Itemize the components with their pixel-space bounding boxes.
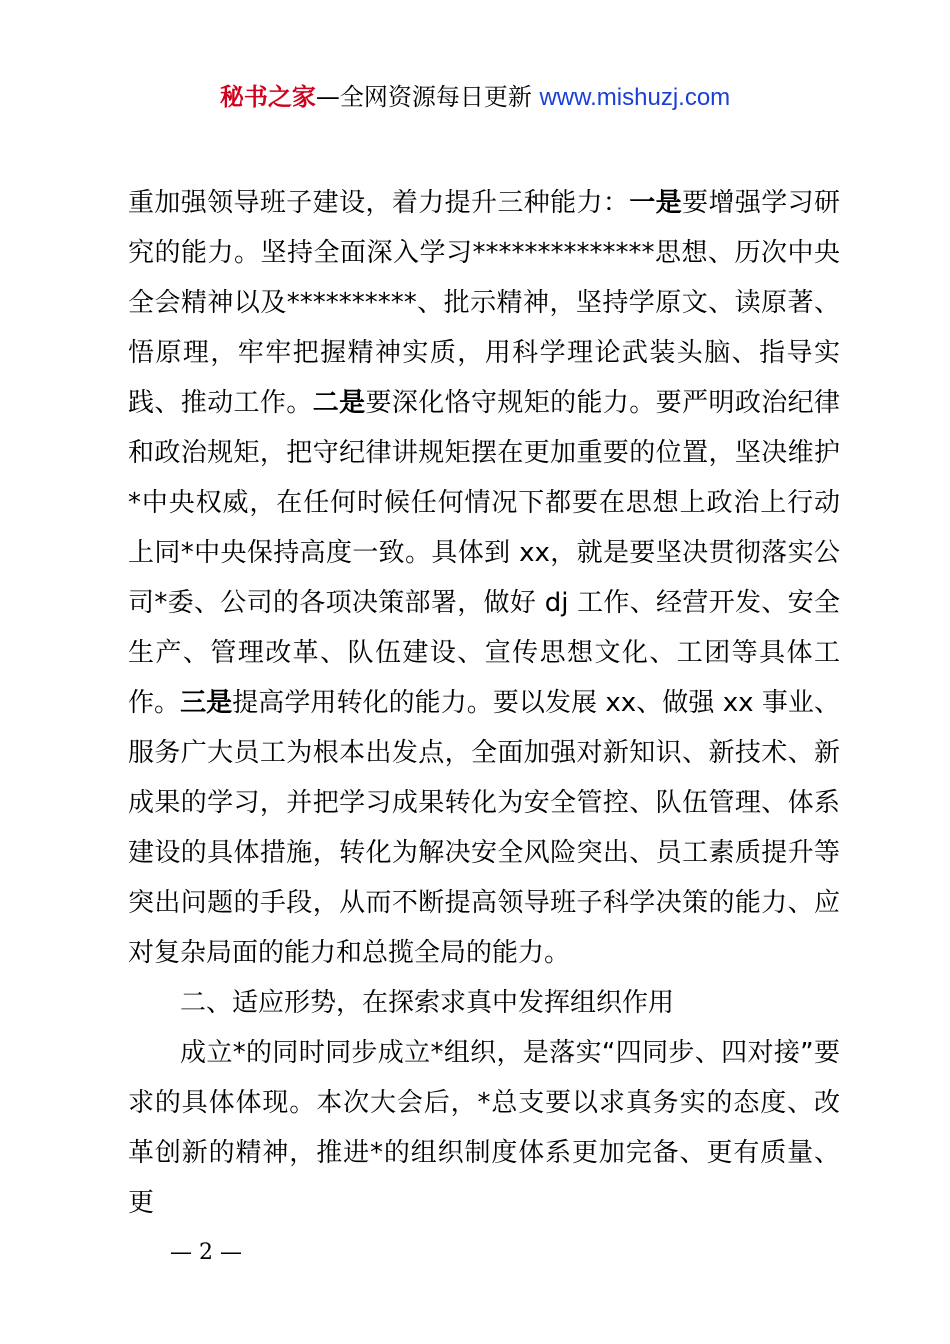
brand-name: 秘书之家 <box>219 83 316 111</box>
header-tagline: —全网资源每日更新 <box>315 83 532 111</box>
paragraph-text: 重加强领导班子建设，着力提升三种能力： <box>128 188 630 218</box>
emphasis-first: 一是 <box>629 188 683 218</box>
document-body <box>128 178 840 1228</box>
section-heading: 二、适应形势，在探索求真中发挥组织作用 <box>180 988 675 1018</box>
paragraph-text: 要深化恪守规矩的能力。要严明政治纪律和政治规矩，把守纪律讲规矩摆在更加重要的位置，坚决维护*中央权威，在任何时候任何情况下都要在思想上政治上行动上同*中央保持高度一致。具体到 xx，就是要坚决贯彻落实公司*委、公司的各项决策部署，做好 dj 工作、经营开发、安全生产、管理改革、队伍建设、宣传思想文化、工团等具体工作。 <box>128 388 840 718</box>
paragraph-abilities <box>128 178 840 978</box>
page-number: — 2 — <box>170 1240 242 1265</box>
site-url[interactable]: www.mishuzj.com <box>539 84 731 111</box>
paragraph-text: 提高学用转化的能力。要以发展 xx、做强 xx 事业、服务广大员工为根本出发点，全面加强对新知识、新技术、新成果的学习，并把学习成果转化为安全管控、队伍管理、体系建设的具体措施，转化为解决安全风险突出、员工素质提升等突出问题的手段，从而不断提高领导班子科学决策的能力、应对复杂局面的能力和总揽全局的能力。 <box>128 688 840 968</box>
emphasis-third: 三是 <box>180 688 233 718</box>
paragraph-text: 要增强学习研究的能力。坚持全面深入学习**************思想、历次中央全会精神以及**********、批示精神，坚持学原文、读原著、悟原理，牢牢把握精神实质，用科学理论武装头脑、指导实践、推动工作。 <box>128 188 840 418</box>
site-header <box>0 80 950 115</box>
paragraph-organization: 成立*的同时同步成立*组织，是落实“四同步、四对接”要求的具体体现。本次大会后，*总支要以求真务实的态度、改革创新的精神，推进*的组织制度体系更加完备、更有质量、更 <box>128 1038 840 1218</box>
emphasis-second: 二是 <box>312 388 366 418</box>
